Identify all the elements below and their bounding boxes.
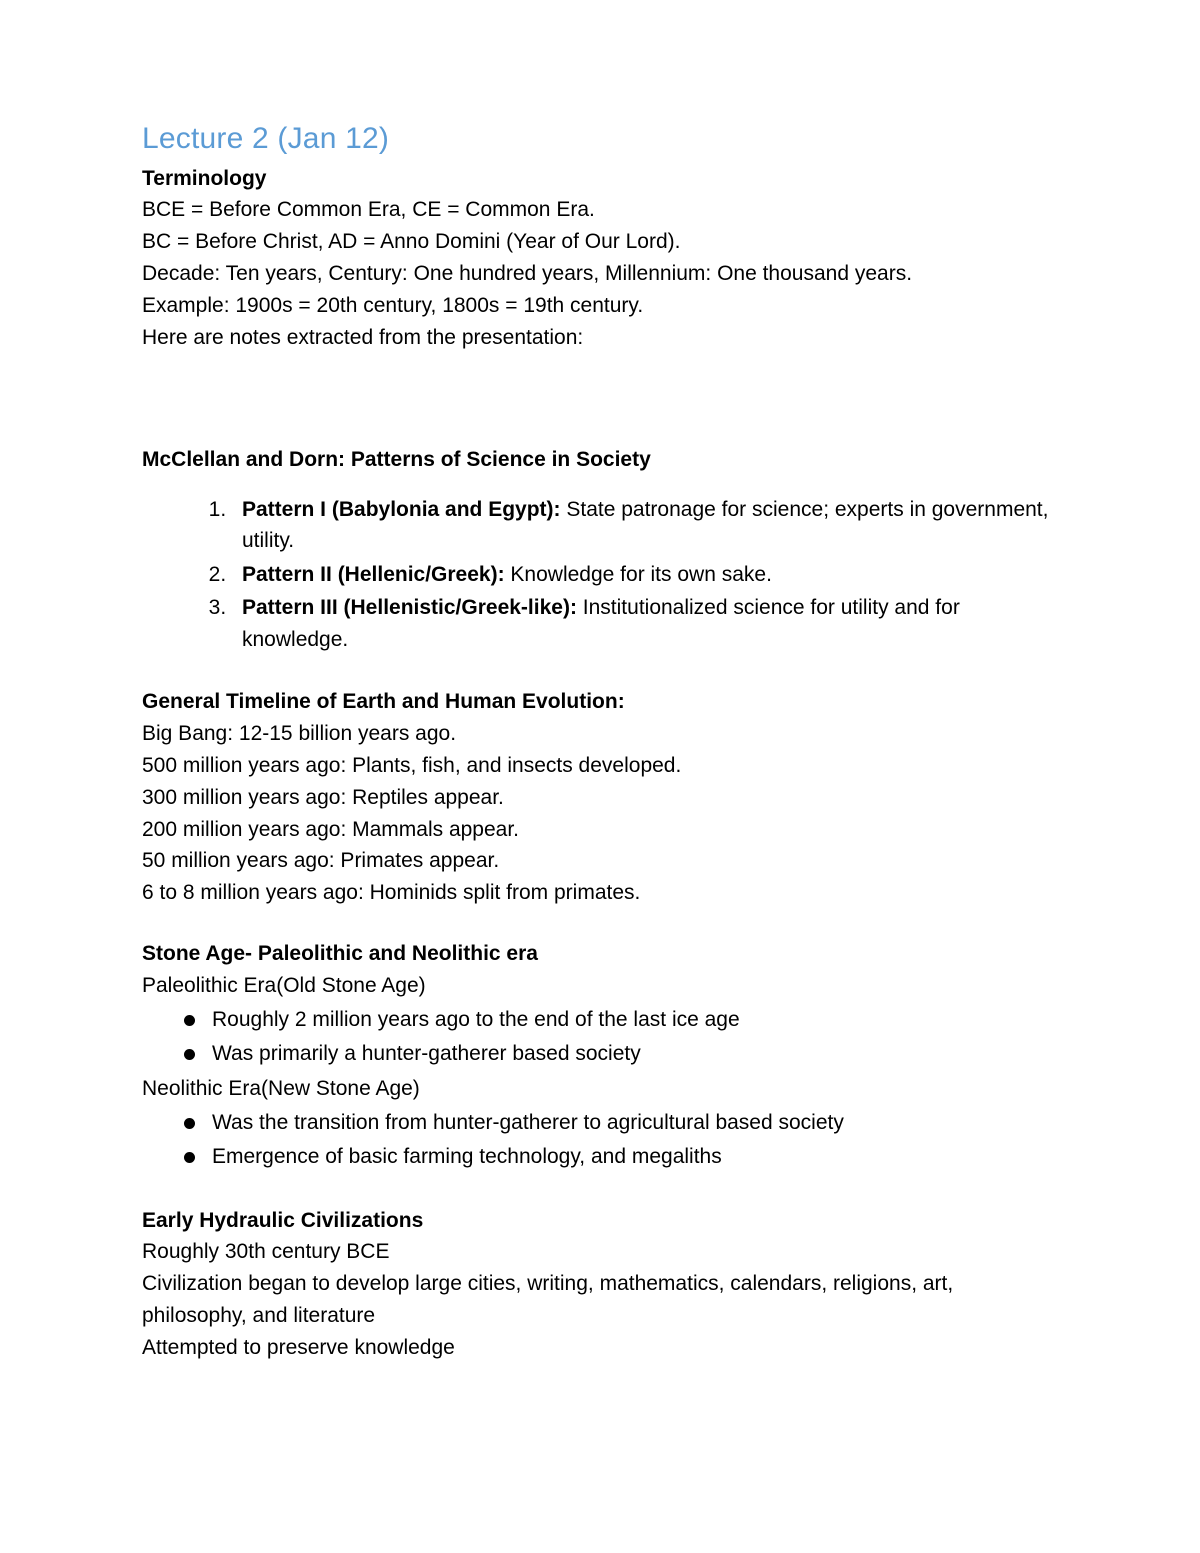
section-gap xyxy=(142,353,1060,415)
paleolithic-bullets xyxy=(142,1004,1060,1070)
timeline-heading: General Timeline of Earth and Human Evolution: xyxy=(142,690,625,714)
timeline-line: 300 million years ago: Reptiles appear. xyxy=(142,785,504,809)
hydraulic-line: Civilization began to develop large cities, writing, mathematics, calendars, religions, art, philosophy, and literature xyxy=(142,1271,954,1327)
timeline-line: 6 to 8 million years ago: Hominids split from primates. xyxy=(142,881,641,905)
terminology-line: Decade: Ten years, Century: One hundred years, Millennium: One thousand years. xyxy=(142,261,913,285)
pattern-label: Pattern I (Babylonia and Egypt): xyxy=(242,497,561,521)
stone-age-section xyxy=(142,939,1060,1172)
neolithic-label: Neolithic Era(New Stone Age) xyxy=(142,1076,420,1100)
paleolithic-label: Paleolithic Era(Old Stone Age) xyxy=(142,973,426,997)
timeline-line: 500 million years ago: Plants, fish, and insects developed. xyxy=(142,753,682,777)
timeline-line: Big Bang: 12-15 billion years ago. xyxy=(142,721,457,745)
pattern-text: Institutionalized science for utility and for knowledge. xyxy=(242,596,960,651)
section-gap xyxy=(142,657,1060,687)
timeline-section xyxy=(142,687,1060,909)
timeline-line: 50 million years ago: Primates appear. xyxy=(142,849,500,873)
timeline-line: 200 million years ago: Mammals appear. xyxy=(142,817,520,841)
stone-age-heading: Stone Age- Paleolithic and Neolithic era xyxy=(142,942,538,966)
list-item: Emergence of basic farming technology, and megaliths xyxy=(180,1141,1060,1173)
patterns-section xyxy=(142,445,1060,655)
section-gap xyxy=(142,415,1060,445)
terminology-line: BCE = Before Common Era, CE = Common Era. xyxy=(142,197,595,221)
hydraulic-line: Attempted to preserve knowledge xyxy=(142,1335,455,1359)
list-item xyxy=(232,494,1060,557)
terminology-section xyxy=(142,164,1060,354)
list-item xyxy=(232,592,1060,655)
neolithic-bullets xyxy=(142,1107,1060,1173)
patterns-heading: McClellan and Dorn: Patterns of Science in Society xyxy=(142,448,651,472)
section-gap xyxy=(142,1176,1060,1206)
page-title: Lecture 2 (Jan 12) xyxy=(142,122,390,155)
hydraulic-line: Roughly 30th century BCE xyxy=(142,1239,390,1263)
list-item: Roughly 2 million years ago to the end of the last ice age xyxy=(180,1004,1060,1036)
pattern-label: Pattern III (Hellenistic/Greek-like): xyxy=(242,596,577,620)
terminology-line: Example: 1900s = 20th century, 1800s = 19th century. xyxy=(142,293,644,317)
section-gap xyxy=(142,909,1060,939)
pattern-label: Pattern II (Hellenic/Greek): xyxy=(242,562,505,586)
terminology-line: Here are notes extracted from the presentation: xyxy=(142,325,584,349)
hydraulic-section xyxy=(142,1206,1060,1364)
list-item: Was primarily a hunter-gatherer based society xyxy=(180,1038,1060,1070)
terminology-heading: Terminology xyxy=(142,166,267,190)
pattern-text: Knowledge for its own sake. xyxy=(504,562,772,586)
terminology-line: BC = Before Christ, AD = Anno Domini (Year of Our Lord). xyxy=(142,229,681,253)
patterns-list xyxy=(142,494,1060,656)
list-item xyxy=(232,559,1060,591)
pattern-text: State patronage for science; experts in government, utility. xyxy=(242,497,1049,553)
hydraulic-heading: Early Hydraulic Civilizations xyxy=(142,1208,424,1232)
list-item: Was the transition from hunter-gatherer to agricultural based society xyxy=(180,1107,1060,1139)
